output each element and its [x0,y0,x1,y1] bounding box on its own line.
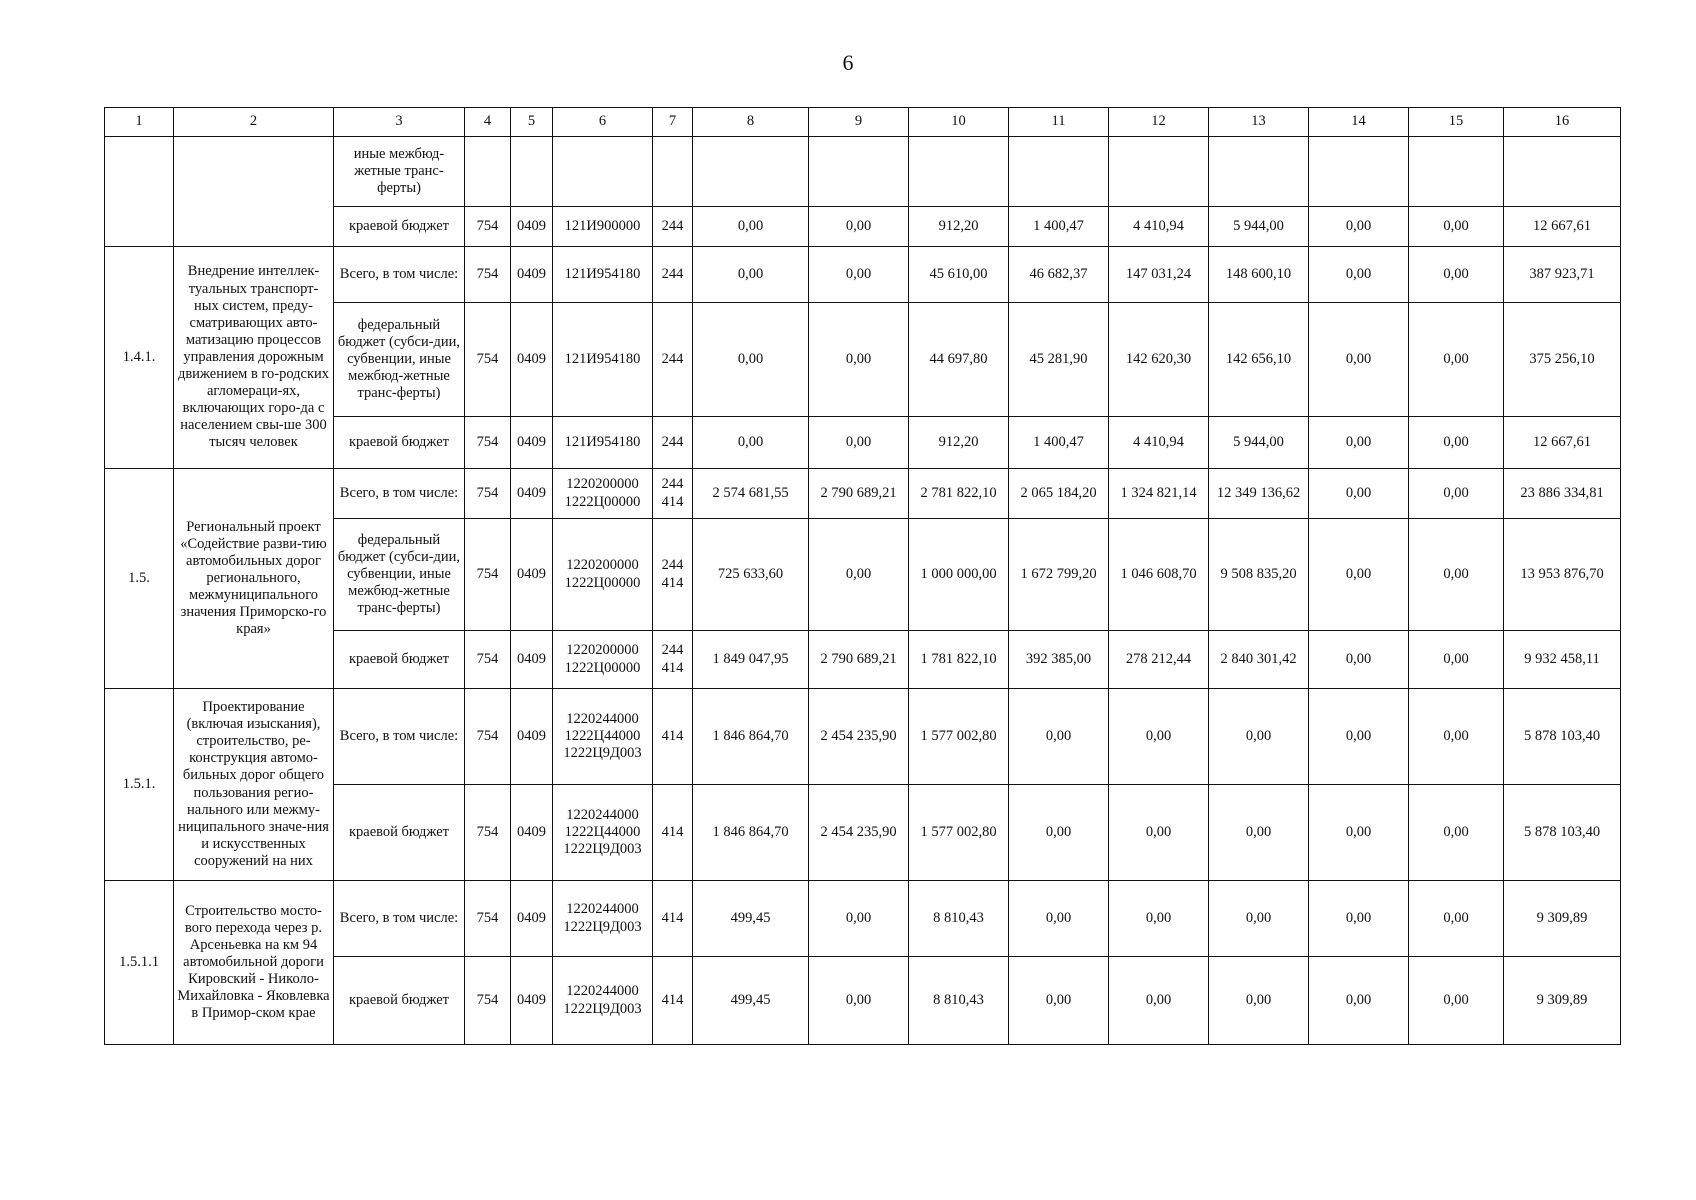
amount-cell: 0,00 [1409,247,1504,303]
amount-cell: 0,00 [1109,785,1209,881]
amount-cell: 0,00 [1109,881,1209,957]
amount-cell: 0,00 [693,303,809,417]
expense-type-cell [653,247,693,303]
expense-type-cell [653,881,693,957]
amount-cell [1409,137,1504,207]
target-code: 1220244000 [566,806,639,823]
header-cell: 13 [1209,108,1309,137]
funding-source-cell: краевой бюджет [334,207,465,247]
amount-cell [809,137,909,207]
expense-type-cell [653,957,693,1045]
amount-cell: 0,00 [1409,689,1504,785]
expense-type-code: 414 [661,727,684,744]
target-code: 1220200000 [566,642,639,659]
amount-cell: 1 849 047,95 [693,631,809,689]
expense-type-cell [653,631,693,689]
target-code-cell [553,631,653,689]
amount-cell: 0,00 [1209,689,1309,785]
amount-cell: 392 385,00 [1009,631,1109,689]
table-row [105,247,1621,303]
header-cell: 11 [1009,108,1109,137]
funding-source-cell: федеральный бюджет (субси-дии, субвенции, иные межбюд-жетные транс-ферты) [334,519,465,631]
target-code: 1220200000 [566,476,639,493]
amount-cell: 0,00 [1409,469,1504,519]
amount-cell [693,137,809,207]
amount-cell [1504,137,1621,207]
amount-cell: 0,00 [809,207,909,247]
amount-cell: 2 454 235,90 [809,785,909,881]
expense-type-cell [653,689,693,785]
header-cell: 7 [653,108,693,137]
admin-code-cell: 754 [465,519,511,631]
amount-cell: 1 400,47 [1009,207,1109,247]
header-cell: 6 [553,108,653,137]
amount-cell: 12 667,61 [1504,207,1621,247]
amount-cell: 5 878 103,40 [1504,689,1621,785]
amount-cell: 0,00 [1309,469,1409,519]
amount-cell: 0,00 [809,519,909,631]
amount-cell: 46 682,37 [1009,247,1109,303]
amount-cell: 45 281,90 [1009,303,1109,417]
amount-cell: 2 790 689,21 [809,631,909,689]
expense-type-code: 414 [661,909,684,926]
amount-cell: 499,45 [693,957,809,1045]
item-number-cell [105,137,174,247]
table-row [105,689,1621,785]
target-code: 1222Ц00000 [564,574,641,591]
amount-cell: 0,00 [1009,957,1109,1045]
admin-code-cell: 754 [465,785,511,881]
amount-cell: 375 256,10 [1504,303,1621,417]
target-code-cell [553,469,653,519]
target-code-cell [553,303,653,417]
funding-source-cell: краевой бюджет [334,417,465,469]
page-number: 6 [842,50,854,75]
amount-cell: 1 846 864,70 [693,689,809,785]
amount-cell: 0,00 [809,957,909,1045]
target-code: 1222Ц44000 [564,727,641,744]
amount-cell: 1 672 799,20 [1009,519,1109,631]
amount-cell: 9 309,89 [1504,881,1621,957]
amount-cell: 8 810,43 [909,881,1009,957]
amount-cell: 725 633,60 [693,519,809,631]
target-code: 121И954180 [564,350,641,367]
item-description-cell: Строительство мосто-вого перехода через р. Арсеньевка на км 94 автомобильной дороги Кировский - Николо-Михайловка - Яковлевка в Примор-ском крае [174,881,334,1045]
amount-cell: 9 309,89 [1504,957,1621,1045]
funding-source-cell: федеральный бюджет (субси-дии, субвенции, иные межбюд-жетные транс-ферты) [334,303,465,417]
target-code-cell [553,519,653,631]
funding-source-cell: Всего, в том числе: [334,689,465,785]
item-number-cell: 1.5.1.1 [105,881,174,1045]
target-code: 1220244000 [566,710,639,727]
expense-type-cell [653,137,693,207]
funding-source-cell: Всего, в том числе: [334,881,465,957]
amount-cell: 0,00 [1309,247,1409,303]
amount-cell: 12 667,61 [1504,417,1621,469]
amount-cell: 0,00 [1409,957,1504,1045]
amount-cell: 9 508 835,20 [1209,519,1309,631]
section-code-cell [511,137,553,207]
header-cell: 4 [465,108,511,137]
amount-cell: 1 781 822,10 [909,631,1009,689]
table-row [105,881,1621,957]
amount-cell [1109,137,1209,207]
amount-cell: 0,00 [809,247,909,303]
target-code: 1220244000 [566,983,639,1000]
target-code: 1222Ц9Д003 [563,841,642,858]
amount-cell: 148 600,10 [1209,247,1309,303]
amount-cell: 12 349 136,62 [1209,469,1309,519]
section-code-cell: 0409 [511,785,553,881]
target-code-cell [553,689,653,785]
amount-cell [909,137,1009,207]
amount-cell: 0,00 [1409,207,1504,247]
funding-source-cell: иные межбюд-жетные транс-ферты) [334,137,465,207]
amount-cell: 0,00 [1409,631,1504,689]
admin-code-cell: 754 [465,469,511,519]
amount-cell: 44 697,80 [909,303,1009,417]
amount-cell: 0,00 [809,303,909,417]
expense-type-cell [653,519,693,631]
expense-type-code: 244 [661,476,684,493]
amount-cell: 0,00 [1409,785,1504,881]
amount-cell: 5 944,00 [1209,417,1309,469]
amount-cell [1209,137,1309,207]
amount-cell: 2 790 689,21 [809,469,909,519]
header-cell: 12 [1109,108,1209,137]
funding-source-cell: краевой бюджет [334,785,465,881]
amount-cell: 0,00 [693,417,809,469]
table-row [105,137,1621,207]
amount-cell: 0,00 [1309,631,1409,689]
budget-table [104,107,1621,1045]
target-code-cell [553,957,653,1045]
target-code: 1222Ц9Д003 [563,918,642,935]
target-code: 121И954180 [564,433,641,450]
amount-cell: 1 000 000,00 [909,519,1009,631]
amount-cell: 0,00 [809,881,909,957]
item-number-cell: 1.5. [105,469,174,689]
table-header-row [105,108,1621,137]
amount-cell: 4 410,94 [1109,417,1209,469]
amount-cell: 0,00 [1209,881,1309,957]
amount-cell: 0,00 [1309,207,1409,247]
amount-cell: 499,45 [693,881,809,957]
amount-cell: 45 610,00 [909,247,1009,303]
table-row [105,469,1621,519]
amount-cell: 0,00 [1009,785,1109,881]
target-code: 1222Ц00000 [564,493,641,510]
amount-cell: 0,00 [1109,957,1209,1045]
target-code-cell [553,785,653,881]
expense-type-code: 244 [661,217,684,234]
target-code-cell [553,881,653,957]
expense-type-cell [653,469,693,519]
admin-code-cell: 754 [465,247,511,303]
amount-cell: 0,00 [1309,303,1409,417]
expense-type-code: 414 [661,493,684,510]
amount-cell: 0,00 [1309,785,1409,881]
header-cell: 10 [909,108,1009,137]
section-code-cell: 0409 [511,957,553,1045]
section-code-cell: 0409 [511,881,553,957]
section-code-cell: 0409 [511,303,553,417]
admin-code-cell: 754 [465,631,511,689]
amount-cell: 0,00 [1309,957,1409,1045]
target-code: 121И954180 [564,265,641,282]
header-cell: 9 [809,108,909,137]
amount-cell: 1 400,47 [1009,417,1109,469]
header-cell: 16 [1504,108,1621,137]
amount-cell: 4 410,94 [1109,207,1209,247]
amount-cell: 8 810,43 [909,957,1009,1045]
amount-cell: 1 577 002,80 [909,689,1009,785]
amount-cell: 2 840 301,42 [1209,631,1309,689]
amount-cell: 2 065 184,20 [1009,469,1109,519]
admin-code-cell: 754 [465,881,511,957]
target-code: 1222Ц44000 [564,823,641,840]
admin-code-cell: 754 [465,417,511,469]
header-cell: 5 [511,108,553,137]
funding-source-cell: Всего, в том числе: [334,247,465,303]
amount-cell [1309,137,1409,207]
amount-cell: 0,00 [1109,689,1209,785]
amount-cell: 0,00 [693,247,809,303]
target-code: 1220244000 [566,901,639,918]
amount-cell: 2 454 235,90 [809,689,909,785]
amount-cell: 5 878 103,40 [1504,785,1621,881]
admin-code-cell: 754 [465,207,511,247]
header-cell: 1 [105,108,174,137]
amount-cell: 147 031,24 [1109,247,1209,303]
section-code-cell: 0409 [511,631,553,689]
expense-type-code: 244 [661,642,684,659]
amount-cell: 142 656,10 [1209,303,1309,417]
amount-cell: 278 212,44 [1109,631,1209,689]
header-cell: 15 [1409,108,1504,137]
target-code: 1222Ц00000 [564,659,641,676]
amount-cell: 0,00 [1409,881,1504,957]
expense-type-code: 244 [661,350,684,367]
section-code-cell: 0409 [511,417,553,469]
amount-cell: 2 781 822,10 [909,469,1009,519]
section-code-cell: 0409 [511,247,553,303]
funding-source-cell: краевой бюджет [334,631,465,689]
expense-type-code: 414 [661,991,684,1008]
target-code-cell [553,417,653,469]
amount-cell: 13 953 876,70 [1504,519,1621,631]
amount-cell: 1 846 864,70 [693,785,809,881]
amount-cell: 2 574 681,55 [693,469,809,519]
header-cell: 3 [334,108,465,137]
expense-type-cell [653,207,693,247]
item-description-cell: Внедрение интеллек-туальных транспорт-ных систем, преду-сматривающих авто-матизацию процессов управления дорожным движением в го-родских агломераци-ях, включающих горо-да с населением свы-ше 300 тысяч человек [174,247,334,469]
amount-cell: 912,20 [909,207,1009,247]
header-cell: 14 [1309,108,1409,137]
expense-type-code: 244 [661,557,684,574]
amount-cell: 0,00 [1009,881,1109,957]
amount-cell: 0,00 [1309,417,1409,469]
amount-cell: 0,00 [1009,689,1109,785]
funding-source-cell: краевой бюджет [334,957,465,1045]
expense-type-code: 414 [661,574,684,591]
item-description-cell: Проектирование (включая изыскания), строительство, ре-конструкция автомо-бильных дорог общего пользования регио-нального или межму-ниципального значе-ния и искусственных сооружений на них [174,689,334,881]
target-code-cell [553,137,653,207]
expense-type-cell [653,303,693,417]
amount-cell: 387 923,71 [1504,247,1621,303]
funding-source-cell: Всего, в том числе: [334,469,465,519]
section-code-cell: 0409 [511,469,553,519]
amount-cell: 0,00 [1309,689,1409,785]
target-code: 1220200000 [566,557,639,574]
amount-cell: 9 932 458,11 [1504,631,1621,689]
amount-cell: 0,00 [1409,519,1504,631]
amount-cell: 0,00 [809,417,909,469]
amount-cell: 1 324 821,14 [1109,469,1209,519]
amount-cell [1009,137,1109,207]
item-description-cell: Региональный проект «Содействие разви-тию автомобильных дорог регионального, межмуниципального значения Приморско-го края» [174,469,334,689]
admin-code-cell: 754 [465,957,511,1045]
admin-code-cell [465,137,511,207]
expense-type-cell [653,785,693,881]
amount-cell: 142 620,30 [1109,303,1209,417]
amount-cell: 23 886 334,81 [1504,469,1621,519]
expense-type-code: 244 [661,433,684,450]
admin-code-cell: 754 [465,689,511,785]
amount-cell: 0,00 [1409,417,1504,469]
admin-code-cell: 754 [465,303,511,417]
section-code-cell: 0409 [511,689,553,785]
amount-cell: 0,00 [1209,957,1309,1045]
item-description-cell [174,137,334,247]
section-code-cell: 0409 [511,207,553,247]
amount-cell: 0,00 [1309,519,1409,631]
expense-type-cell [653,417,693,469]
target-code-cell [553,247,653,303]
amount-cell: 912,20 [909,417,1009,469]
expense-type-code: 414 [661,659,684,676]
expense-type-code: 244 [661,265,684,282]
item-number-cell: 1.4.1. [105,247,174,469]
expense-type-code: 414 [661,823,684,840]
amount-cell: 0,00 [693,207,809,247]
amount-cell: 0,00 [1209,785,1309,881]
section-code-cell: 0409 [511,519,553,631]
item-number-cell: 1.5.1. [105,689,174,881]
target-code-cell [553,207,653,247]
target-code: 1222Ц9Д003 [563,745,642,762]
target-code: 1222Ц9Д003 [563,1000,642,1017]
header-cell: 2 [174,108,334,137]
amount-cell: 5 944,00 [1209,207,1309,247]
amount-cell: 1 577 002,80 [909,785,1009,881]
amount-cell: 0,00 [1309,881,1409,957]
amount-cell: 0,00 [1409,303,1504,417]
header-cell: 8 [693,108,809,137]
amount-cell: 1 046 608,70 [1109,519,1209,631]
target-code: 121И900000 [564,217,641,234]
